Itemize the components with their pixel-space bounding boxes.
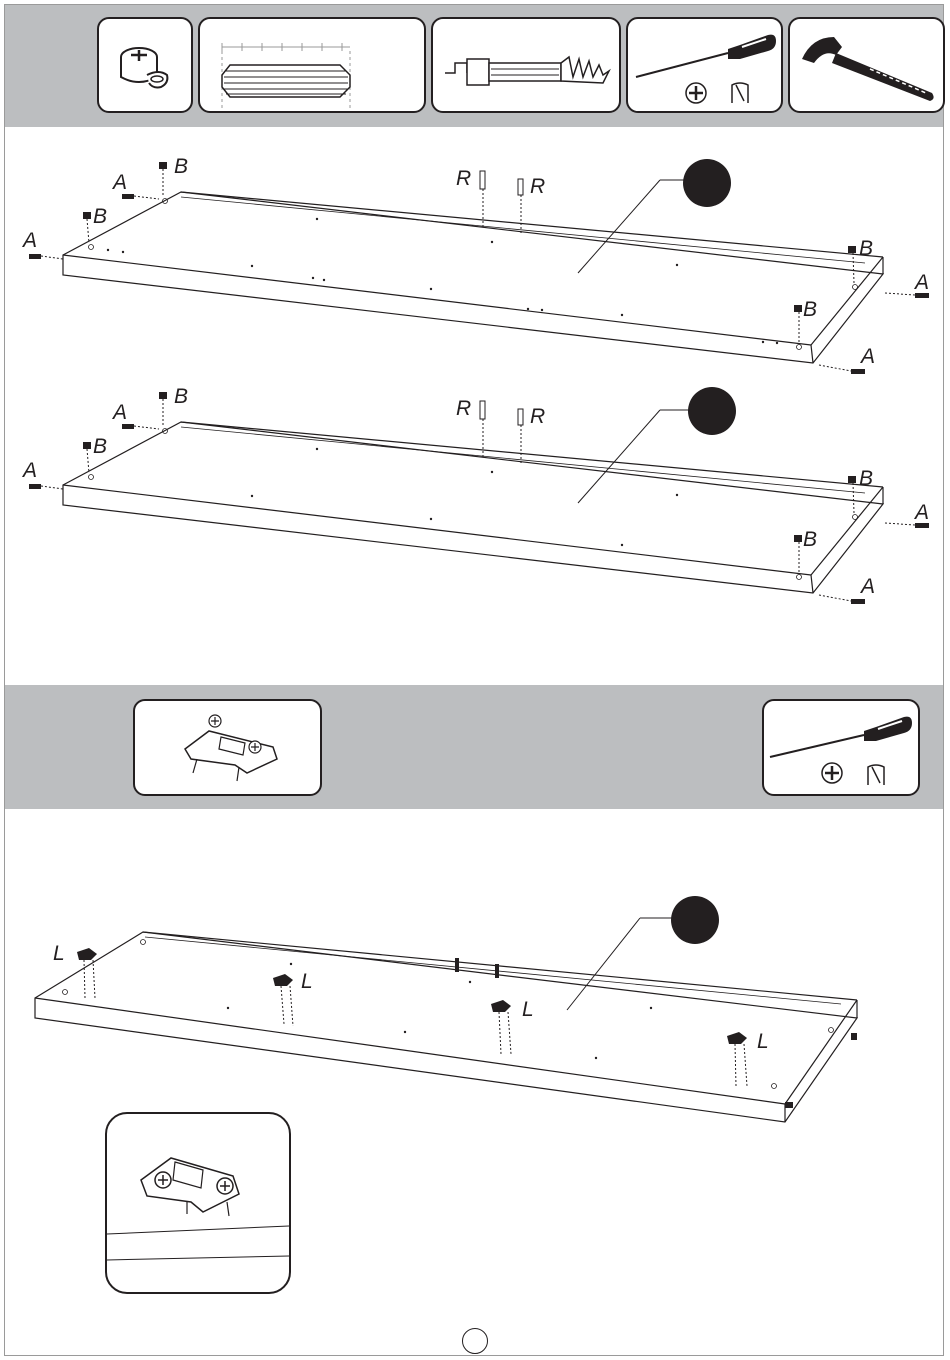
dowel-fittings <box>480 401 523 465</box>
cam-lock-tool-box <box>97 17 193 113</box>
label-b: B <box>859 237 874 260</box>
step2-panel-drawing <box>5 880 943 1130</box>
shelf-panel-1 <box>63 192 883 363</box>
step1-tools-band <box>5 5 943 127</box>
shelf-panel-2 <box>63 422 883 593</box>
label-a: A <box>113 171 128 194</box>
label-b: B <box>174 155 189 178</box>
label-r: R <box>456 397 472 420</box>
label-l: L <box>522 998 534 1021</box>
step2-tools-band <box>5 685 943 809</box>
screwdriver-tool-box <box>626 17 783 113</box>
hammer-tool-box <box>788 17 945 113</box>
label-a: A <box>23 459 38 482</box>
step1-panel1-drawing <box>5 135 943 385</box>
dowel-fittings <box>480 171 523 235</box>
label-r: R <box>456 167 472 190</box>
label-b: B <box>859 467 874 490</box>
label-b: B <box>803 528 818 551</box>
wooden-dowel-icon <box>200 19 424 111</box>
hinge-plate-detail-icon <box>107 1114 289 1292</box>
step-marker-2 <box>688 387 736 435</box>
page-number <box>462 1328 488 1354</box>
label-b: B <box>174 385 189 408</box>
label-l: L <box>757 1030 769 1053</box>
label-a: A <box>113 401 128 424</box>
label-a: A <box>23 229 38 252</box>
label-l: L <box>301 970 313 993</box>
hinge-detail-inset <box>105 1112 291 1294</box>
cam-lock-icon <box>99 19 191 111</box>
step-marker-3 <box>671 896 719 944</box>
label-a: A <box>915 501 930 524</box>
bolt-tool-box <box>431 17 621 113</box>
hammer-icon <box>790 19 943 111</box>
label-r: R <box>530 175 546 198</box>
label-a: A <box>861 345 876 368</box>
step-marker-1 <box>683 159 731 207</box>
label-a: A <box>861 575 876 598</box>
label-b: B <box>93 435 108 458</box>
dowel-tool-box <box>198 17 426 113</box>
hinge-plate-icon <box>135 701 320 794</box>
screwdriver-icon <box>628 19 781 111</box>
label-b: B <box>803 298 818 321</box>
label-a: A <box>915 271 930 294</box>
screwdriver-tool-box <box>762 699 920 796</box>
label-l: L <box>53 942 65 965</box>
label-b: B <box>93 205 108 228</box>
hinge-plate-tool-box <box>133 699 322 796</box>
screwdriver-icon <box>764 701 918 794</box>
label-r: R <box>530 405 546 428</box>
step1-panel2-drawing <box>5 365 943 615</box>
connecting-bolt-icon <box>433 19 619 111</box>
